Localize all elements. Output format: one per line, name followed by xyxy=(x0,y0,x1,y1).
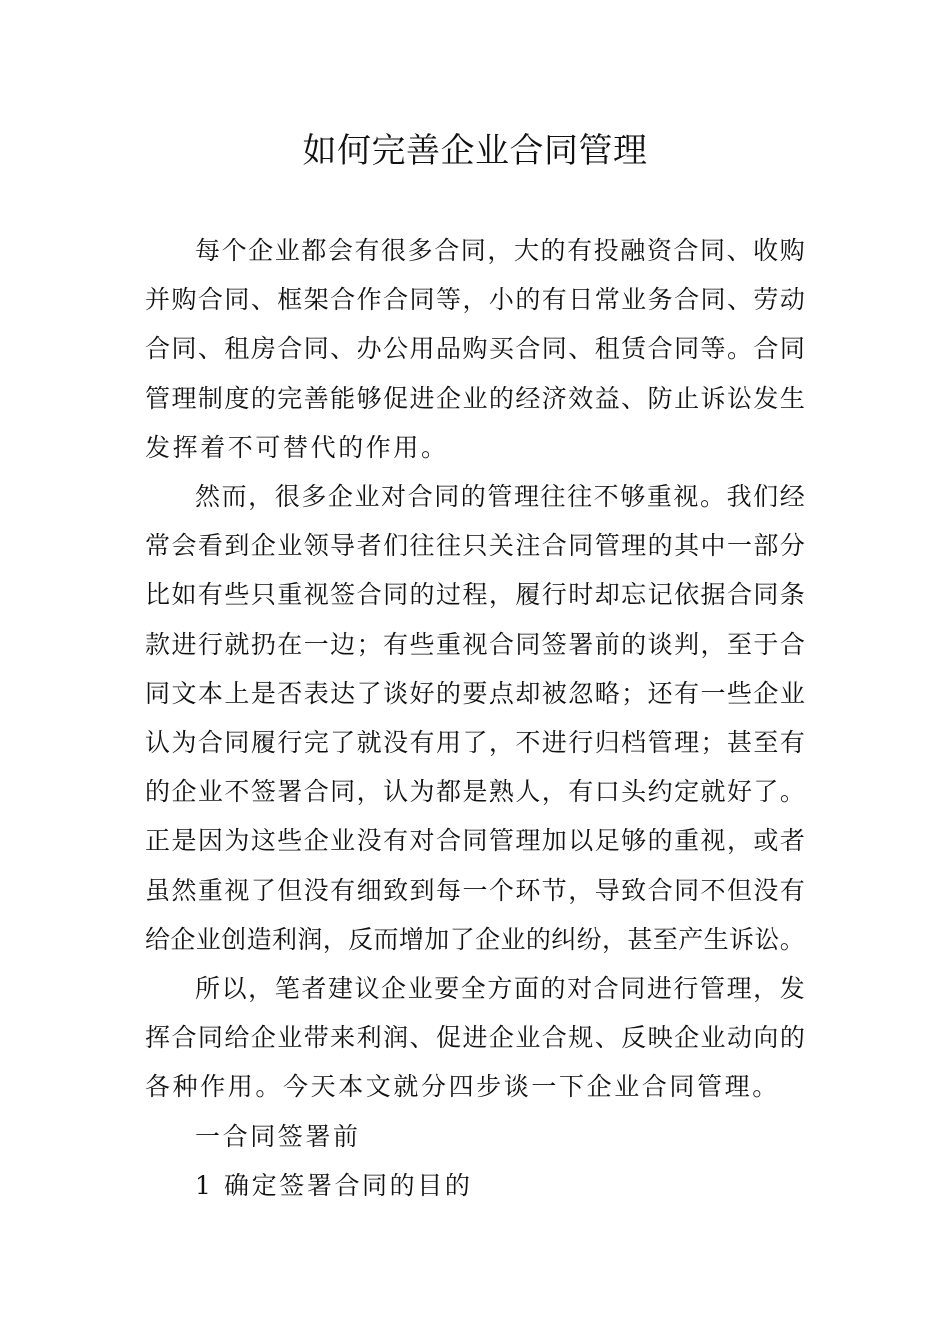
body-text-line: 常 会 看 到 企 业 领 导 者 们 往 往 只 关 注 合 同 管 理 的 其 中 一 部 分 xyxy=(145,531,805,561)
body-text-line: 同 文 本 上 是 否 表 达 了 谈 好 的 要 点 却 被 忽 略 ； 还 有 一 些 企 业 xyxy=(145,678,805,708)
document-title: 如何完善企业合同管理 xyxy=(302,131,648,171)
body-text-line: 的 企 业 不 签 署 合 同 ， 认 为 都 是 熟 人 ， 有 口 头 约 定 就 好 了 。 xyxy=(145,777,805,807)
body-text-line: 正 是 因 为 这 些 企 业 没 有 对 合 同 管 理 加 以 足 够 的 重 视 ， 或 者 xyxy=(145,826,805,856)
body-text-line: 各种作用。今天本文就分四步谈一下企业合同管理。 xyxy=(145,1072,780,1102)
body-text-line: 然 而 ， 很 多 企 业 对 合 同 的 管 理 往 往 不 够 重 视 。 我 们 经 xyxy=(195,482,805,511)
body-text-line: 发挥着不可替代的作用。 xyxy=(145,432,449,462)
body-text-line: 认 为 合 同 履 行 完 了 就 没 有 用 了 ， 不 进 行 归 档 管 理 ； 甚 至 有 xyxy=(145,728,805,757)
body-text-line: 挥 合 同 给 企 业 带 来 利 润 、 促 进 企 业 合 规 、 反 映 企 业 动 向 的 xyxy=(145,1023,805,1053)
body-text-line: 给 企 业 创 造 利 润 ， 反 而 增 加 了 企 业 的 纠 纷 ， 甚 至 产 生 诉 讼 。 xyxy=(145,924,805,954)
body-text-line: 比 如 有 些 只 重 视 签 合 同 的 过 程 ， 履 行 时 却 忘 记 依 据 合 同 条 xyxy=(145,580,805,610)
body-text-line: 合 同 、 租 房 合 同 、 办 公 用 品 购 买 合 同 、 租 赁 合 同 等 。 合 同 xyxy=(145,334,805,364)
body-text-line: 虽 然 重 视 了 但 没 有 细 致 到 每 一 个 环 节 ， 导 致 合 同 不 但 没 有 xyxy=(145,875,805,905)
body-text-line: 所 以 ， 笔 者 建 议 企 业 要 全 方 面 的 对 合 同 进 行 管 理 ， 发 xyxy=(195,974,805,1003)
body-text-line: 管 理 制 度 的 完 善 能 够 促 进 企 业 的 经 济 效 益 、 防 止 诉 讼 发 生 xyxy=(145,383,805,413)
body-text-line: 一合同签署前 xyxy=(195,1121,361,1151)
body-text-line: 1 确定签署合同的目的 xyxy=(195,1170,473,1200)
body-text-line: 款 进 行 就 扔 在 一 边 ； 有 些 重 视 合 同 签 署 前 的 谈 判 ， 至 于 合 xyxy=(145,629,805,659)
body-text-line: 每 个 企 业 都 会 有 很 多 合 同 ， 大 的 有 投 融 资 合 同 、 收 购 xyxy=(195,236,805,265)
body-text-line: 并 购 合 同 、 框 架 合 作 合 同 等 ， 小 的 有 日 常 业 务 合 同 、 劳 动 xyxy=(145,285,805,315)
